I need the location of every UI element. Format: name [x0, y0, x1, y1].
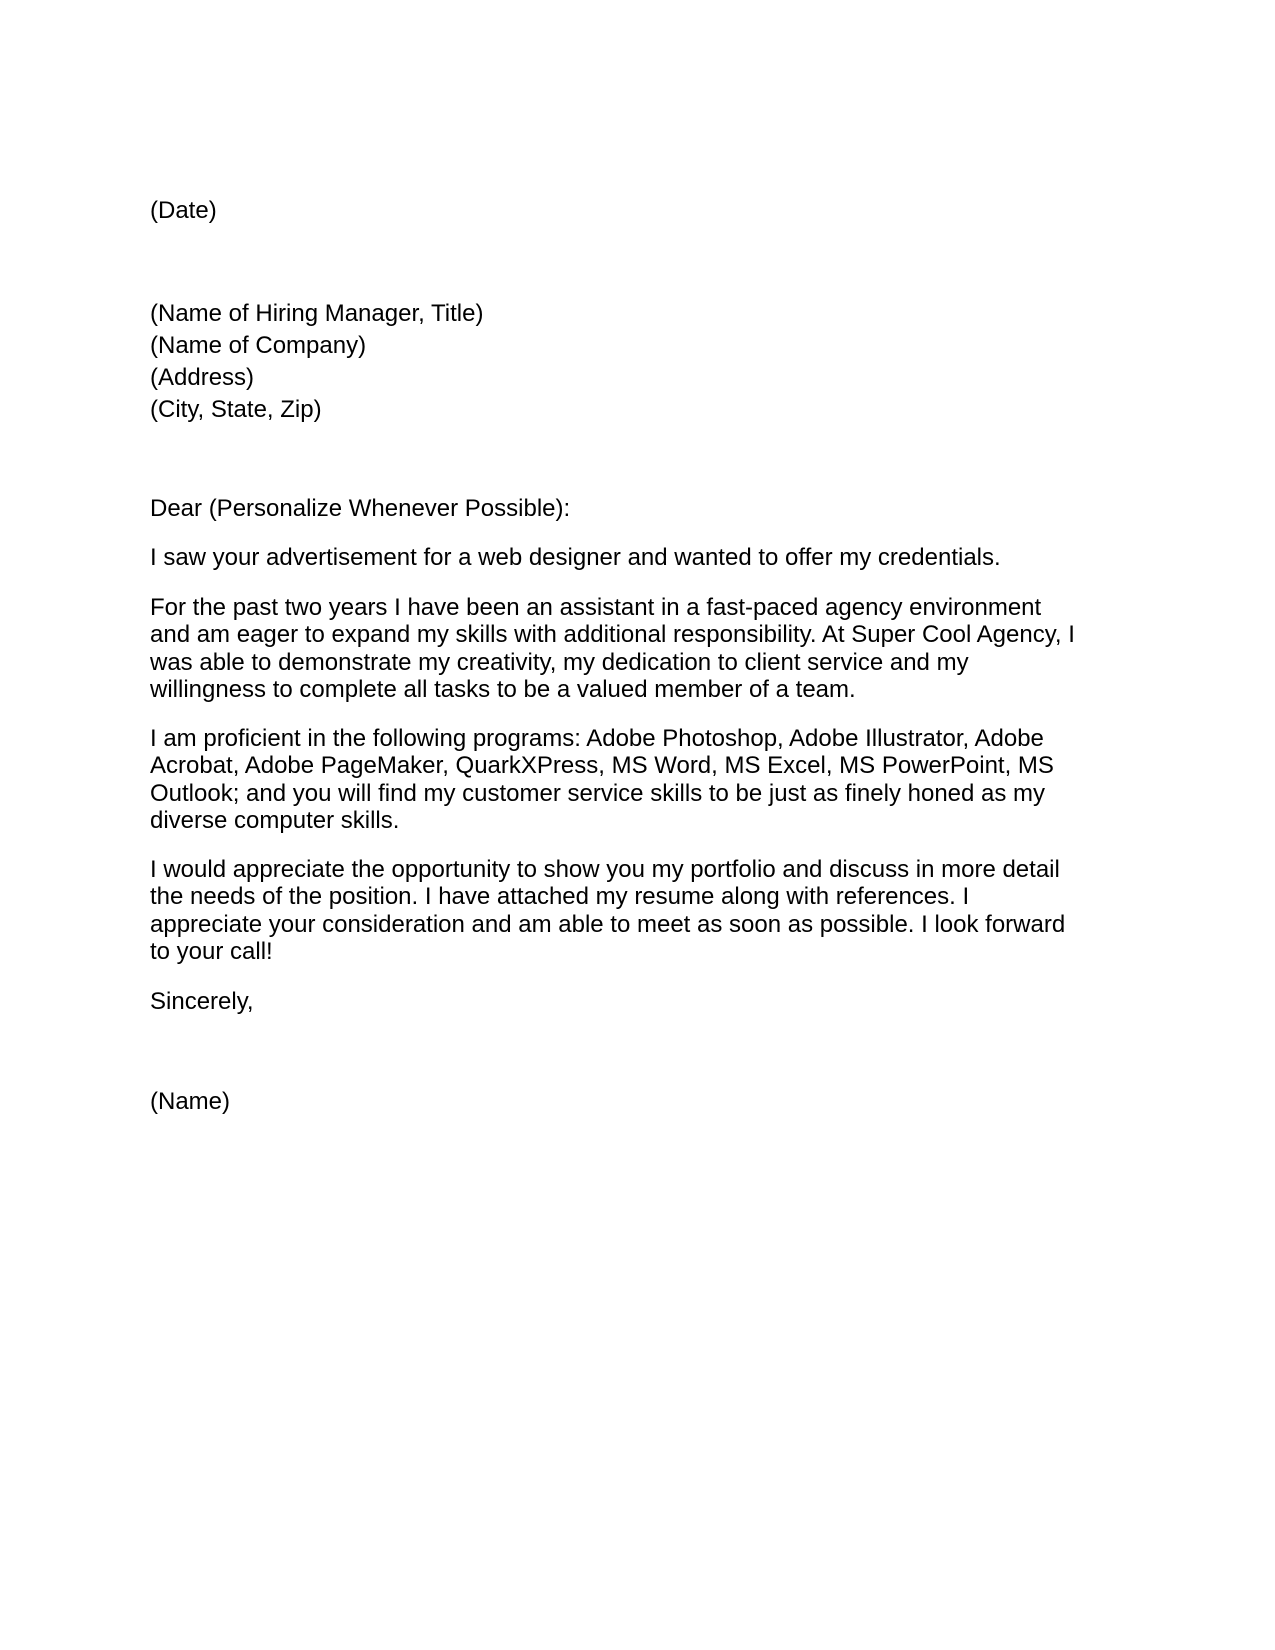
- paragraph-line: I saw your advertisement for a web designer and wanted to offer my credentials.: [150, 544, 1001, 571]
- paragraph-line: appreciate your consideration and am able to meet as soon as possible. I look forward: [150, 910, 1066, 938]
- paragraph-line: Acrobat, Adobe PageMaker, QuarkXPress, MS Word, MS Excel, MS PowerPoint, MS: [150, 752, 1054, 780]
- paragraph-line: and am eager to expand my skills with additional responsibility. At Super Cool Agency, I: [150, 621, 1075, 649]
- recipient-company: (Name of Company): [150, 332, 367, 359]
- recipient-city-state-zip: (City, State, Zip): [150, 396, 322, 423]
- recipient-name-title: (Name of Hiring Manager, Title): [150, 300, 484, 327]
- recipient-address-block: [150, 298, 483, 426]
- recipient-address: (Address): [150, 364, 255, 391]
- paragraph-line: I am proficient in the following programs: Adobe Photoshop, Adobe Illustrator, Adobe: [150, 725, 1044, 752]
- paragraph-line: diverse computer skills.: [150, 806, 400, 834]
- paragraph-line: Outlook; and you will find my customer service skills to be just as finely honed as my: [150, 779, 1046, 807]
- paragraph-line: I would appreciate the opportunity to show you my portfolio and discuss in more detail: [150, 856, 1060, 883]
- paragraph-experience: [150, 594, 1075, 703]
- paragraph-line: to your call!: [150, 937, 273, 965]
- paragraph-line: the needs of the position. I have attached my resume along with references. I: [150, 883, 970, 911]
- signature-name: (Name): [150, 1088, 231, 1115]
- salutation: Dear (Personalize Whenever Possible):: [150, 495, 571, 522]
- closing: Sincerely,: [150, 988, 254, 1015]
- paragraph-line: was able to demonstrate my creativity, my dedication to client service and my: [150, 648, 969, 676]
- date-line: (Date): [150, 197, 217, 224]
- paragraph-closing-request: [150, 856, 1065, 965]
- paragraph-intro: [150, 543, 1001, 572]
- paragraph-line: willingness to complete all tasks to be a valued member of a team.: [150, 675, 856, 703]
- paragraph-skills: [150, 725, 1054, 834]
- paragraph-line: For the past two years I have been an assistant in a fast-paced agency environment: [150, 594, 1042, 621]
